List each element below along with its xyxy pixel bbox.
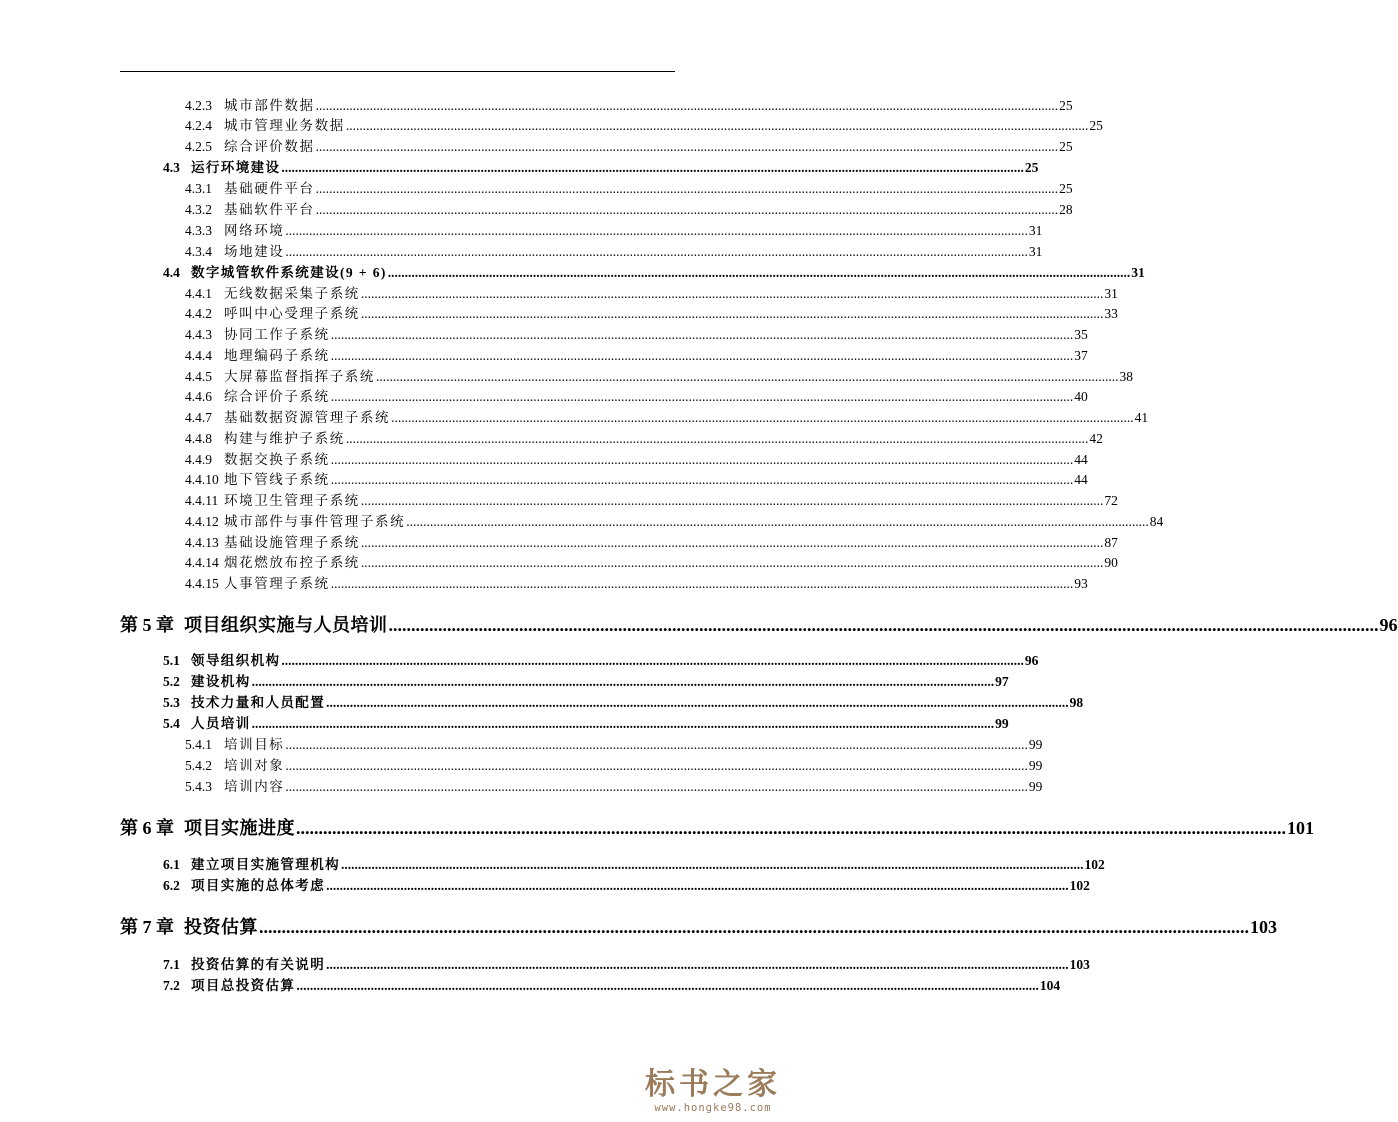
toc-entry-title: 城市管理业务数据 — [224, 118, 345, 133]
toc-entry-number: 5.4 — [163, 716, 180, 731]
toc-subsection-entry[interactable] — [185, 325, 1088, 345]
toc-section-entry[interactable] — [163, 651, 1039, 671]
toc-page-number: 93 — [1074, 576, 1088, 591]
toc-dot-leader: ............................................................................................................................................................................................................................ — [285, 223, 1028, 238]
toc-entry-number: 4.2.3 — [185, 98, 212, 113]
toc-dot-leader: ............................................................................................................................................................................................................................ — [341, 857, 1084, 872]
toc-entry-title: 环境卫生管理子系统 — [224, 493, 360, 508]
toc-entry-number: 4.4.10 — [185, 472, 219, 487]
toc-subsection-entry[interactable] — [185, 179, 1073, 199]
toc-page-number: 103 — [1069, 957, 1090, 972]
toc-entry-number: 7.1 — [163, 957, 180, 972]
toc-entry-number: 4.4 — [163, 265, 180, 280]
toc-entry-title: 项目实施的总体考虑 — [191, 878, 326, 893]
toc-page-number: 25 — [1024, 160, 1039, 175]
toc-subsection-entry[interactable] — [185, 304, 1118, 324]
toc-page-number: 98 — [1069, 695, 1084, 710]
toc-entry-title: 地下管线子系统 — [224, 472, 330, 487]
toc-page-number: 31 — [1028, 244, 1043, 259]
toc-subsection-entry[interactable] — [185, 116, 1103, 136]
toc-dot-leader: ............................................................................................................................................................................................................................ — [285, 779, 1028, 794]
toc-entry-title: 综合评价数据 — [224, 139, 315, 154]
toc-section-entry[interactable] — [163, 693, 1084, 713]
toc-subsection-entry[interactable] — [185, 408, 1149, 428]
toc-entry-number: 5.3 — [163, 695, 180, 710]
toc-entry-number: 4.4.5 — [185, 369, 212, 384]
toc-chapter-entry[interactable] — [120, 612, 1398, 638]
toc-page-number: 28 — [1059, 202, 1073, 217]
toc-page-number: 84 — [1149, 514, 1164, 529]
toc-entry-number: 5.4.1 — [185, 737, 212, 752]
toc-entry-number: 4.4.4 — [185, 348, 212, 363]
toc-subsection-entry[interactable] — [185, 450, 1088, 470]
toc-page-number: 104 — [1039, 978, 1061, 993]
toc-dot-leader: ............................................................................................................................................................................................................................ — [330, 472, 1074, 487]
toc-entry-title: 大屏幕监督指挥子系统 — [224, 369, 375, 384]
toc-entry-number: 4.2.5 — [185, 139, 212, 154]
toc-dot-leader: ............................................................................................................................................................................................................................ — [315, 98, 1059, 113]
toc-dot-leader: ............................................................................................................................................................................................................................ — [281, 160, 1024, 175]
toc-entry-title: 无线数据采集子系统 — [224, 286, 360, 301]
toc-entry-title: 城市部件数据 — [224, 98, 315, 113]
toc-page-number: 101 — [1287, 818, 1314, 838]
toc-chapter-entry[interactable] — [120, 914, 1277, 940]
toc-entry-title: 数字城管软件系统建设(9 + 6) — [191, 265, 387, 280]
toc-page-number: 96 — [1024, 653, 1039, 668]
toc-dot-leader: ............................................................................................................................................................................................................................ — [259, 917, 1249, 937]
toc-entry-title: 运行环境建设 — [191, 160, 281, 175]
toc-page-number: 103 — [1250, 917, 1277, 937]
toc-dot-leader: ............................................................................................................................................................................................................................ — [388, 615, 1379, 635]
toc-dot-leader: ............................................................................................................................................................................................................................ — [387, 265, 1131, 280]
toc-dot-leader: ............................................................................................................................................................................................................................ — [345, 431, 1089, 446]
toc-entry-title: 地理编码子系统 — [224, 348, 330, 363]
toc-subsection-entry[interactable] — [185, 491, 1118, 511]
toc-entry-number: 4.3 — [163, 160, 180, 175]
toc-subsection-entry[interactable] — [185, 429, 1103, 449]
toc-dot-leader: ............................................................................................................................................................................................................................ — [326, 878, 1069, 893]
toc-entry-number: 4.4.12 — [185, 514, 219, 529]
toc-entry-title: 综合评价子系统 — [224, 389, 330, 404]
toc-page-number: 37 — [1074, 348, 1088, 363]
toc-entry-number: 6.1 — [163, 857, 180, 872]
toc-entry-number: 4.2.4 — [185, 118, 212, 133]
toc-subsection-entry[interactable] — [185, 387, 1088, 407]
toc-dot-leader: ............................................................................................................................................................................................................................ — [360, 493, 1104, 508]
toc-entry-title: 烟花燃放布控子系统 — [224, 555, 360, 570]
toc-dot-leader: ............................................................................................................................................................................................................................ — [330, 452, 1074, 467]
toc-subsection-entry[interactable] — [185, 553, 1118, 573]
toc-entry-title: 投资估算 — [184, 917, 258, 937]
toc-entry-number: 4.3.3 — [185, 223, 212, 238]
toc-page-number: 102 — [1084, 857, 1105, 872]
toc-page-number: 44 — [1074, 472, 1088, 487]
toc-page-number: 31 — [1104, 286, 1118, 301]
toc-entry-number: 7.2 — [163, 978, 180, 993]
toc-section-entry[interactable] — [163, 263, 1145, 283]
toc-dot-leader: ............................................................................................................................................................................................................................ — [315, 202, 1059, 217]
toc-page-number: 25 — [1059, 139, 1073, 154]
toc-entry-title: 数据交换子系统 — [224, 452, 330, 467]
toc-entry-title: 培训对象 — [224, 758, 285, 773]
toc-dot-leader: ............................................................................................................................................................................................................................ — [285, 244, 1028, 259]
toc-page-number: 99 — [1028, 779, 1043, 794]
toc-subsection-entry[interactable] — [185, 367, 1133, 387]
toc-dot-leader: ............................................................................................................................................................................................................................ — [330, 389, 1074, 404]
toc-entry-number: 4.3.2 — [185, 202, 212, 217]
toc-page-number: 33 — [1104, 306, 1118, 321]
toc-entry-number: 6.2 — [163, 878, 180, 893]
toc-dot-leader: ............................................................................................................................................................................................................................ — [251, 716, 995, 731]
toc-page-number: 99 — [995, 716, 1009, 731]
toc-dot-leader: ............................................................................................................................................................................................................................ — [330, 348, 1074, 363]
toc-entry-title: 构建与维护子系统 — [224, 431, 345, 446]
toc-entry-title: 培训目标 — [224, 737, 285, 752]
toc-section-entry[interactable] — [163, 876, 1090, 896]
toc-page-number: 35 — [1074, 327, 1088, 342]
toc-entry-number: 第 5 章 — [120, 615, 174, 635]
toc-section-entry[interactable] — [163, 158, 1039, 178]
toc-entry-title: 基础硬件平台 — [224, 181, 315, 196]
toc-entry-title: 人员培训 — [191, 716, 251, 731]
toc-page-number: 40 — [1074, 389, 1088, 404]
toc-chapter-entry[interactable] — [120, 815, 1314, 841]
toc-subsection-entry[interactable] — [185, 221, 1043, 241]
toc-dot-leader: ............................................................................................................................................................................................................................ — [285, 737, 1028, 752]
toc-entry-number: 4.4.9 — [185, 452, 212, 467]
toc-entry-number: 4.4.3 — [185, 327, 212, 342]
toc-entry-number: 第 7 章 — [120, 917, 174, 937]
toc-page-number: 99 — [1028, 737, 1043, 752]
toc-dot-leader: ............................................................................................................................................................................................................................ — [360, 286, 1104, 301]
toc-page-number: 102 — [1069, 878, 1090, 893]
toc-dot-leader: ............................................................................................................................................................................................................................ — [251, 674, 995, 689]
toc-page-number: 42 — [1089, 431, 1103, 446]
toc-dot-leader: ............................................................................................................................................................................................................................ — [281, 653, 1024, 668]
toc-subsection-entry[interactable] — [185, 96, 1073, 116]
toc-entry-title: 场地建设 — [224, 244, 285, 259]
toc-page-number: 99 — [1028, 758, 1043, 773]
toc-entry-title: 项目组织实施与人员培训 — [184, 615, 388, 635]
toc-entry-number: 4.4.8 — [185, 431, 212, 446]
toc-entry-title: 人事管理子系统 — [224, 576, 330, 591]
toc-page-number: 87 — [1104, 535, 1118, 550]
toc-page-number: 96 — [1379, 615, 1398, 635]
toc-dot-leader: ............................................................................................................................................................................................................................ — [326, 957, 1069, 972]
toc-entry-title: 技术力量和人员配置 — [191, 695, 326, 710]
watermark-logo — [645, 1068, 781, 1114]
toc-page-number: 72 — [1104, 493, 1118, 508]
toc-entry-title: 项目总投资估算 — [191, 978, 296, 993]
toc-dot-leader: ............................................................................................................................................................................................................................ — [360, 306, 1104, 321]
toc-entry-number: 4.4.14 — [185, 555, 219, 570]
toc-entry-number: 4.4.6 — [185, 389, 212, 404]
toc-dot-leader: ............................................................................................................................................................................................................................ — [376, 369, 1119, 384]
toc-subsection-entry[interactable] — [185, 574, 1088, 594]
toc-entry-title: 网络环境 — [224, 223, 285, 238]
toc-section-entry[interactable] — [163, 955, 1090, 975]
watermark-brand: 标书之家 — [645, 1067, 781, 1102]
toc-subsection-entry[interactable] — [185, 512, 1164, 532]
toc-page-number: 38 — [1119, 369, 1133, 384]
toc-section-entry[interactable] — [163, 855, 1105, 875]
toc-entry-number: 5.4.2 — [185, 758, 212, 773]
toc-page-number: 31 — [1028, 223, 1043, 238]
toc-entry-title: 建立项目实施管理机构 — [191, 857, 340, 872]
toc-section-entry[interactable] — [163, 976, 1061, 996]
toc-entry-title: 投资估算的有关说明 — [191, 957, 326, 972]
toc-entry-title: 建设机构 — [191, 674, 251, 689]
toc-page-number: 31 — [1131, 265, 1145, 280]
toc-page-number: 90 — [1104, 555, 1118, 570]
toc-subsection-entry[interactable] — [185, 756, 1043, 776]
toc-subsection-entry[interactable] — [185, 735, 1043, 755]
toc-entry-title: 基础设施管理子系统 — [224, 535, 360, 550]
toc-page-number: 41 — [1134, 410, 1149, 425]
toc-entry-number: 4.4.15 — [185, 576, 219, 591]
watermark-url: www.hongke98.com — [654, 1102, 772, 1114]
toc-page-number: 25 — [1089, 118, 1103, 133]
toc-subsection-entry[interactable] — [185, 284, 1118, 304]
toc-dot-leader: ............................................................................................................................................................................................................................ — [360, 535, 1104, 550]
toc-entry-number: 4.4.2 — [185, 306, 212, 321]
toc-dot-leader: ............................................................................................................................................................................................................................ — [360, 555, 1104, 570]
toc-dot-leader: ............................................................................................................................................................................................................................ — [326, 695, 1069, 710]
toc-dot-leader: ............................................................................................................................................................................................................................ — [296, 978, 1039, 993]
toc-entry-title: 领导组织机构 — [191, 653, 281, 668]
toc-subsection-entry[interactable] — [185, 242, 1043, 262]
toc-entry-title: 基础软件平台 — [224, 202, 315, 217]
toc-entry-title: 培训内容 — [224, 779, 285, 794]
toc-dot-leader: ............................................................................................................................................................................................................................ — [391, 410, 1134, 425]
toc-page-number: 44 — [1074, 452, 1088, 467]
toc-dot-leader: ............................................................................................................................................................................................................................ — [315, 139, 1059, 154]
toc-subsection-entry[interactable] — [185, 533, 1118, 553]
toc-entry-title: 项目实施进度 — [184, 818, 295, 838]
toc-entry-title: 协同工作子系统 — [224, 327, 330, 342]
toc-page-number: 25 — [1059, 181, 1073, 196]
toc-page-number: 25 — [1059, 98, 1073, 113]
toc-entry-number: 4.4.11 — [185, 493, 219, 508]
toc-entry-title: 城市部件与事件管理子系统 — [224, 514, 406, 529]
toc-entry-title: 呼叫中心受理子系统 — [224, 306, 360, 321]
toc-section-entry[interactable] — [163, 714, 1009, 734]
toc-dot-leader: ............................................................................................................................................................................................................................ — [285, 758, 1028, 773]
toc-subsection-entry[interactable] — [185, 777, 1043, 797]
toc-subsection-entry[interactable] — [185, 470, 1088, 490]
toc-entry-number: 第 6 章 — [120, 818, 174, 838]
toc-dot-leader: ............................................................................................................................................................................................................................ — [296, 818, 1286, 838]
toc-entry-number: 4.4.1 — [185, 286, 212, 301]
toc-dot-leader: ............................................................................................................................................................................................................................ — [345, 118, 1089, 133]
toc-subsection-entry[interactable] — [185, 137, 1073, 157]
toc-section-entry[interactable] — [163, 672, 1009, 692]
toc-entry-number: 4.4.13 — [185, 535, 219, 550]
toc-subsection-entry[interactable] — [185, 200, 1073, 220]
toc-dot-leader: ............................................................................................................................................................................................................................ — [315, 181, 1059, 196]
toc-entry-number: 4.4.7 — [185, 410, 212, 425]
toc-dot-leader: ............................................................................................................................................................................................................................ — [330, 576, 1074, 591]
toc-entry-number: 5.2 — [163, 674, 180, 689]
toc-entry-title: 基础数据资源管理子系统 — [224, 410, 391, 425]
toc-dot-leader: ............................................................................................................................................................................................................................ — [406, 514, 1149, 529]
toc-subsection-entry[interactable] — [185, 346, 1088, 366]
toc-entry-number: 5.4.3 — [185, 779, 212, 794]
toc-entry-number: 4.3.4 — [185, 244, 212, 259]
toc-entry-number: 5.1 — [163, 653, 180, 668]
toc-page-number: 97 — [995, 674, 1009, 689]
toc-entry-number: 4.3.1 — [185, 181, 212, 196]
toc-dot-leader: ............................................................................................................................................................................................................................ — [330, 327, 1074, 342]
